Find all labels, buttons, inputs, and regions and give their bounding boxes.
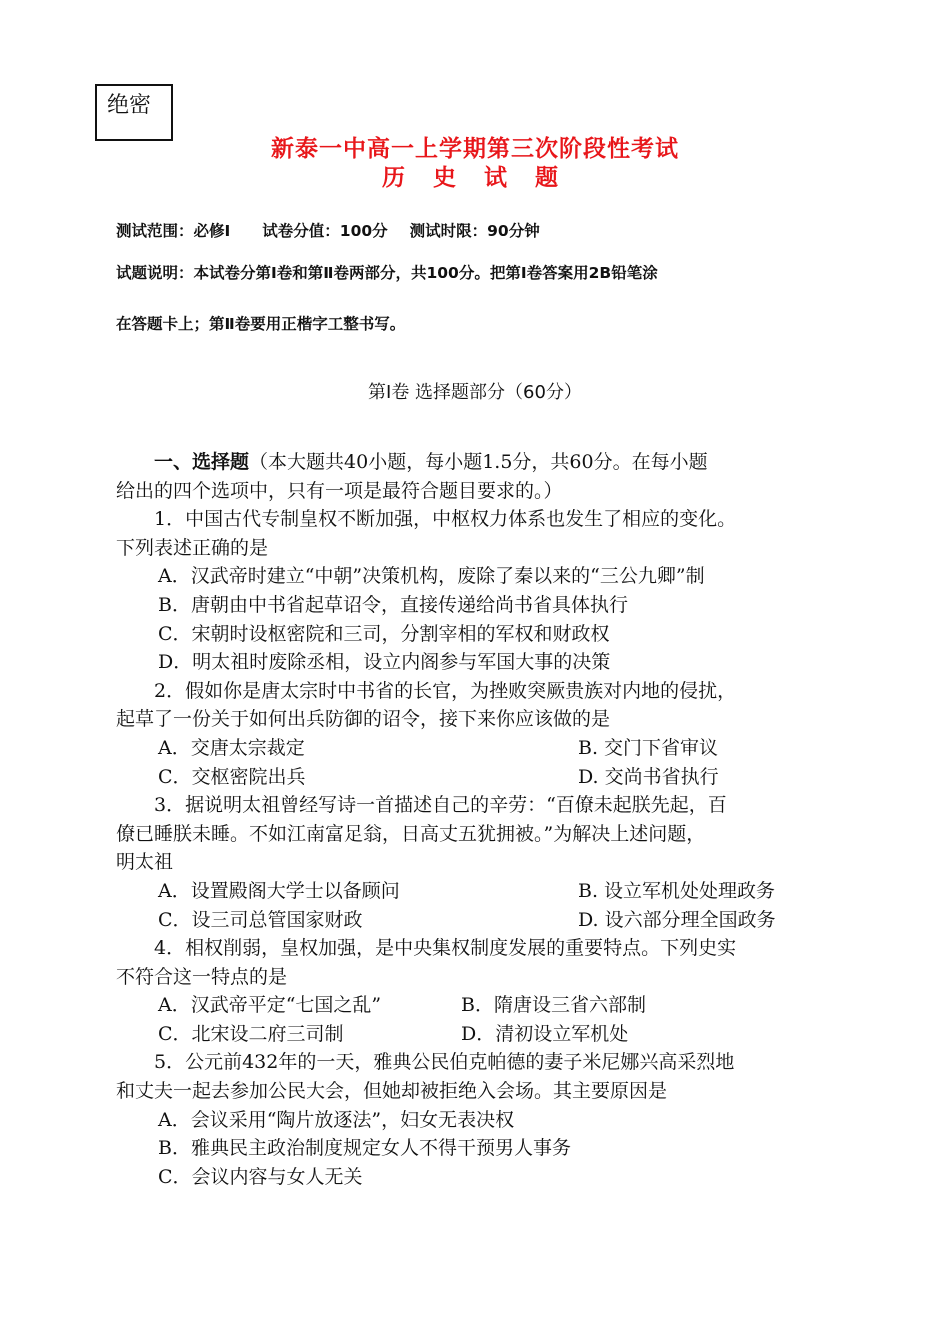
question-2-option-d: D. 交尚书省执行	[578, 765, 719, 788]
question-1-option-d: D．明太祖时废除丞相，设立内阁参与军国大事的决策	[158, 651, 611, 674]
question-2-options-row2	[116, 763, 846, 792]
question-4-stem-cont: 不符合这一特点的是	[116, 965, 288, 988]
question-4-option-a: A．汉武帝平定“七国之乱”	[158, 994, 382, 1017]
question-3-option-b: B. 设立军机处处理政务	[578, 879, 776, 902]
intro-text: （本大题共40小题，每小题1.5分，共60分。在每小题	[249, 451, 708, 473]
question-2-option-b: B. 交门下省审议	[578, 736, 719, 759]
question-4-option-d: D．清初设立军机处	[461, 1022, 629, 1045]
question-body	[116, 448, 846, 1191]
question-2-options-row1	[116, 734, 846, 763]
confidential-stamp: 绝密	[95, 84, 173, 141]
section-title: 第Ⅰ卷 选择题部分（60分）	[368, 382, 582, 403]
question-5-stem-cont: 和丈夫一起去参加公民大会，但她却被拒绝入会场。其主要原因是	[116, 1080, 668, 1103]
exam-title: 新泰一中高一上学期第三次阶段性考试	[271, 136, 679, 162]
exam-score: 试卷分值：100分	[262, 222, 388, 240]
question-3-option-d: D. 设六部分理全国政务	[578, 908, 776, 931]
question-4-option-c: C．北宋设二府三司制	[158, 1022, 344, 1045]
question-5-option-b: B．雅典民主政治制度规定女人不得干预男人事务	[158, 1137, 571, 1160]
question-3-stem: 3．据说明太祖曾经写诗一首描述自己的辛劳：“百僚未起朕先起，百	[154, 794, 727, 817]
intro-heading: 一、选择题	[154, 451, 250, 473]
question-1-stem-cont: 下列表述正确的是	[116, 536, 269, 559]
question-1-option-c: C．宋朝时设枢密院和三司，分割宰相的军权和财政权	[158, 622, 610, 645]
exam-description-line2: 在答题卡上；第Ⅱ卷要用正楷字工整书写。	[116, 315, 406, 333]
question-5-stem: 5．公元前432年的一天，雅典公民伯克帕德的妻子米尼娜兴高采烈地	[154, 1051, 735, 1074]
exam-subject: 历 史 试 题	[381, 165, 569, 191]
question-3-options-row2	[116, 906, 846, 935]
question-3-options-row1	[116, 877, 846, 906]
question-1-option-a: A．汉武帝时建立“中朝”决策机构，废除了秦以来的“三公九卿”制	[158, 565, 705, 588]
exam-scope: 测试范围：必修Ⅰ	[116, 222, 231, 240]
exam-meta-line	[116, 219, 540, 241]
question-2-stem: 2．假如你是唐太宗时中书省的长官，为挫败突厥贵族对内地的侵扰，	[154, 679, 737, 702]
question-4-options-row1	[116, 991, 846, 1020]
exam-time: 测试时限：90分钟	[409, 222, 540, 240]
exam-description-line1: 试题说明：本试卷分第Ⅰ卷和第Ⅱ卷两部分，共100分。把第Ⅰ卷答案用2B铅笔涂	[116, 264, 658, 282]
question-3-stem-cont2: 明太祖	[116, 851, 174, 874]
question-4-option-b: B．隋唐设三省六部制	[461, 994, 646, 1017]
question-3-stem-cont: 僚已睡朕未睡。不如江南富足翁，日高丈五犹拥被。”为解决上述问题，	[116, 822, 706, 845]
question-1-stem: 1．中国古代专制皇权不断加强，中枢权力体系也发生了相应的变化。	[154, 508, 737, 531]
question-1-option-b: B．唐朝由中书省起草诏令，直接传递给尚书省具体执行	[158, 593, 628, 616]
question-3-option-c: C．设三司总管国家财政	[158, 908, 363, 931]
question-2-stem-cont: 起草了一份关于如何出兵防御的诏令，接下来你应该做的是	[116, 708, 611, 731]
question-2-option-a: A．交唐太宗裁定	[158, 736, 305, 759]
intro-line2: 给出的四个选项中，只有一项是最符合题目要求的。）	[116, 479, 563, 502]
question-4-options-row2	[116, 1020, 846, 1049]
intro-line1	[116, 448, 846, 477]
question-5-option-c: C．会议内容与女人无关	[158, 1165, 363, 1188]
question-3-option-a: A．设置殿阁大学士以备顾问	[158, 879, 400, 902]
question-5-option-a: A．会议采用“陶片放逐法”，妇女无表决权	[158, 1108, 515, 1131]
question-2-option-c: C．交枢密院出兵	[158, 765, 306, 788]
question-4-stem: 4．相权削弱，皇权加强，是中央集权制度发展的重要特点。下列史实	[154, 937, 737, 960]
